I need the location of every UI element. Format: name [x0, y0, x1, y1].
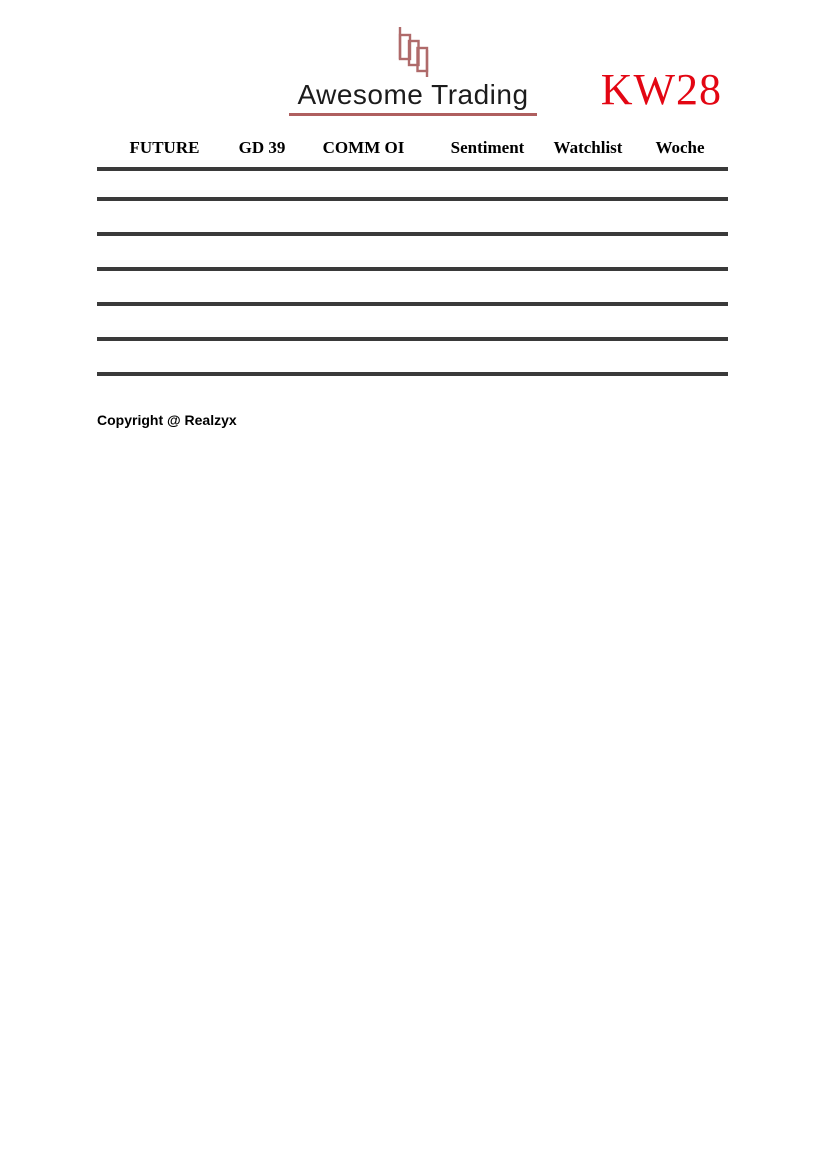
brand-logo [289, 26, 537, 116]
column-header-sentiment: Sentiment [450, 138, 525, 157]
brand-underline [289, 113, 537, 116]
report-header [0, 0, 826, 114]
column-header-gd39: GD 39 [238, 138, 286, 157]
futures-tables [97, 167, 728, 376]
futures-table [97, 267, 728, 271]
brand-title: Awesome Trading [297, 79, 529, 110]
column-header-watchlist: Watchlist [553, 138, 623, 157]
column-header-woche: Woche [655, 138, 705, 157]
futures-table [97, 167, 728, 171]
futures-table [97, 232, 728, 236]
column-header-future: FUTURE [129, 138, 200, 157]
futures-table [97, 372, 728, 376]
futures-table [97, 337, 728, 341]
copyright-text: Copyright @ Realzyx [97, 412, 237, 428]
candlestick-chart-icon [396, 26, 430, 78]
column-header-comm-oi: COMM OI [322, 138, 405, 157]
column-headers [97, 138, 728, 158]
week-label: KW28 [600, 65, 722, 114]
futures-table [97, 197, 728, 201]
futures-table [97, 302, 728, 306]
